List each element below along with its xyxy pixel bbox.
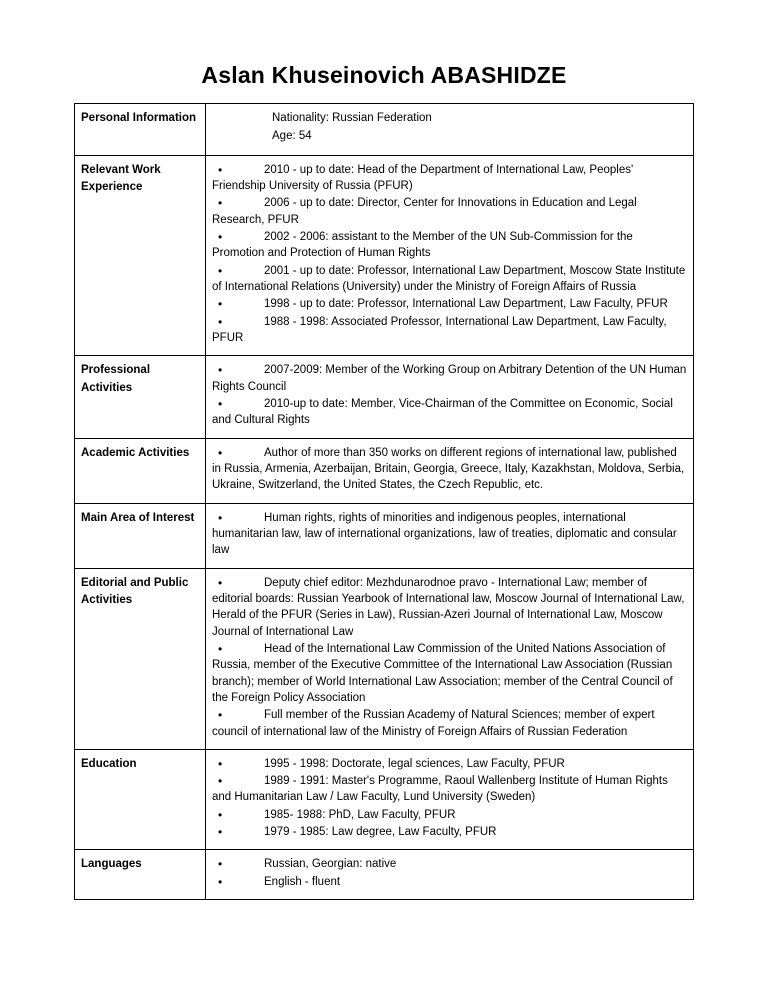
table-row [75, 438, 694, 503]
list-item [212, 195, 687, 228]
row-content [206, 155, 694, 356]
row-content [206, 438, 694, 503]
list-item-text: • Author of more than 350 works on different regions of international law, published in Russia, Armenia, Azerbaijan, Britain, Georgia, Greece, Italy, Kazakhstan, Moldova, Serbia, Ukraine, Switzerland, the United States, the Czech Republic, etc. [212, 446, 685, 492]
table-row [75, 850, 694, 900]
list-item [212, 874, 687, 890]
list-item-text: • 2010-up to date: Member, Vice-Chairman of the Committee on Economic, Social and Cultural Rights [212, 397, 673, 427]
bullet-list [212, 362, 687, 428]
list-item [212, 314, 687, 347]
bullet-list [212, 756, 687, 841]
list-item [212, 641, 687, 706]
list-item-text: • Russian, Georgian: native [264, 858, 397, 871]
list-item-text: • 2001 - up to date: Professor, International Law Department, Moscow State Institute of International Relations (University) under the Ministry of Foreign Affairs of Russia [212, 264, 686, 293]
list-item-text: • Deputy chief editor: Mezhdunarodnoe pravo - International Law; member of editorial boards: Russian Yearbook of International law, Moscow Journal of International Law, Herald of the PFUR (Series in Law), Russian-Azeri Journal of International Law, Moscow Journal of International Law [212, 576, 685, 638]
row-label: Education [75, 749, 206, 850]
bullet-list [212, 856, 687, 890]
list-item [212, 773, 687, 806]
list-item-text: • 2006 - up to date: Director, Center for Innovations in Education and Legal Research, PFUR [212, 197, 637, 226]
row-content [206, 104, 694, 156]
list-item [212, 445, 687, 494]
list-item [212, 162, 687, 195]
list-item-text: • 1979 - 1985: Law degree, Law Faculty, PFUR [264, 826, 497, 839]
list-item [212, 510, 687, 559]
text-line: Age: 54 [272, 130, 312, 143]
list-item [212, 396, 687, 429]
list-item-text: • 1995 - 1998: Doctorate, legal sciences, Law Faculty, PFUR [264, 757, 565, 770]
table-row [75, 155, 694, 356]
list-item-text: • 2002 - 2006: assistant to the Member of the UN Sub-Commission for the Promotion and Protection of Human Rights [212, 230, 633, 260]
table-row [75, 104, 694, 156]
list-item [212, 824, 687, 840]
list-item-text: • 2010 - up to date: Head of the Department of International Law, Peoples' Friendship University of Russia (PFUR) [212, 163, 634, 192]
list-item-text: • 1989 - 1991: Master's Programme, Raoul Wallenberg Institute of Human Rights and Humanitarian Law / Law Faculty, Lund University (Sweden) [212, 775, 668, 804]
list-item-text: • 1998 - up to date: Professor, International Law Department, Law Faculty, PFUR [264, 298, 668, 311]
bullet-list [212, 162, 687, 347]
row-content [206, 749, 694, 850]
list-item-text: • English - fluent [264, 875, 341, 888]
page-title: Aslan Khuseinovich ABASHIDZE [201, 62, 567, 88]
list-item [212, 756, 687, 772]
bullet-list [212, 510, 687, 559]
row-content [206, 503, 694, 568]
list-item-text: • Head of the International Law Commission of the United Nations Association of Russia, member of the Executive Committee of the International Law Association (Russian branch); member of World International Law Association; member of the Central Council of the Foreign Policy Association [212, 642, 673, 704]
table-row [75, 568, 694, 749]
list-item-text: • Human rights, rights of minorities and indigenous peoples, international humanitarian law, law of international organizations, law of treaties, diplomatic and consular law [212, 511, 677, 557]
bullet-list [212, 575, 687, 740]
list-item [212, 229, 687, 262]
list-item [212, 807, 687, 823]
list-item [212, 263, 687, 296]
list-item [212, 707, 687, 740]
list-item-text: • Full member of the Russian Academy of Natural Sciences; member of expert council of international law of the Ministry of Foreign Affairs of Russian Federation [212, 709, 655, 738]
text-line: Nationality: Russian Federation [272, 112, 432, 124]
list-item-text: • 1988 - 1998: Associated Professor, International Law Department, Law Faculty, PFUR [212, 315, 667, 344]
list-item [212, 362, 687, 395]
row-content [206, 568, 694, 749]
list-item [212, 856, 687, 872]
row-content [206, 356, 694, 438]
row-label: Academic Activities [75, 438, 206, 503]
list-item [212, 296, 687, 312]
row-label: Main Area of Interest [75, 503, 206, 568]
list-item-text: • 1985- 1988: PhD, Law Faculty, PFUR [264, 808, 456, 821]
row-label: Professional Activities [75, 356, 206, 438]
table-row [75, 356, 694, 438]
bullet-list [212, 445, 687, 494]
table-row [75, 749, 694, 850]
cv-table-body [75, 104, 694, 900]
row-label: Languages [75, 850, 206, 900]
list-item [212, 575, 687, 640]
row-label: Relevant Work Experience [75, 155, 206, 356]
list-item-text: • 2007-2009: Member of the Working Group on Arbitrary Detention of the UN Human Rights Council [212, 364, 687, 393]
row-label: Personal Information [75, 104, 206, 156]
cv-table [74, 103, 694, 900]
row-label: Editorial and Public Activities [75, 568, 206, 749]
table-row [75, 503, 694, 568]
row-content [206, 850, 694, 900]
